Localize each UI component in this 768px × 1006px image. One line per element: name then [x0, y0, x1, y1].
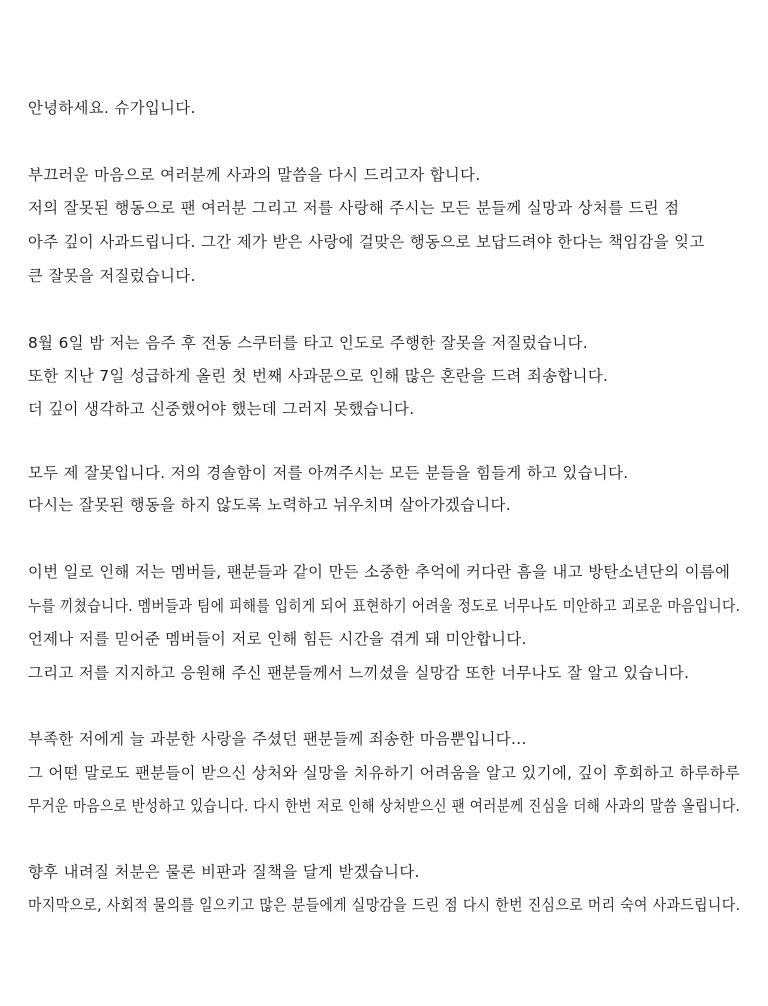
letter-line: 큰 잘못을 저질렀습니다. — [28, 267, 196, 285]
letter-line: 누를 끼쳤습니다. 멤버들과 팀에 피해를 입히게 되어 표현하기 어려울 정도로 너무나도 미안하고 괴로운 마음입니다. — [28, 597, 741, 615]
letter-line: 또한 지난 7일 성급하게 올린 첫 번째 사과문으로 인해 많은 혼란을 드려 죄송합니다. — [28, 367, 609, 385]
letter-line: 더 깊이 생각하고 신중했어야 했는데 그러지 못했습니다. — [28, 400, 415, 418]
letter-line: 저의 잘못된 행동으로 팬 여러분 그리고 저를 사랑해 주시는 모든 분들께 실망과 상처를 드린 점 — [28, 199, 680, 217]
letter-line: 부끄러운 마음으로 여러분께 사과의 말씀을 다시 드리고자 합니다. — [28, 166, 481, 184]
letter-line: 모두 제 잘못입니다. 저의 경솔함이 저를 아껴주시는 모든 분들을 힘들게 하고 있습니다. — [28, 464, 629, 482]
letter-line: 언제나 저를 믿어준 멤버들이 저로 인해 힘든 시간을 겪게 돼 미안합니다. — [28, 630, 527, 648]
letter-line: 향후 내려질 처분은 물론 비판과 질책을 달게 받겠습니다. — [28, 863, 420, 881]
greeting-line: 안녕하세요. 슈가입니다. — [28, 99, 196, 117]
letter-line: 부족한 저에게 늘 과분한 사랑을 주셨던 팬분들께 죄송한 마음뿐입니다... — [28, 730, 527, 748]
letter-line: 8월 6일 밤 저는 음주 후 전동 스쿠터를 타고 인도로 주행한 잘못을 저질렀습니다. — [28, 334, 589, 352]
letter-line: 다시는 잘못된 행동을 하지 않도록 노력하고 뉘우치며 살아가겠습니다. — [28, 496, 512, 514]
letter-line: 아주 깊이 사과드립니다. 그간 제가 받은 사랑에 걸맞은 행동으로 보답드려야 한다는 책임감을 잊고 — [28, 233, 705, 251]
letter-line: 그 어떤 말로도 팬분들이 받으신 상처와 실망을 치유하기 어려움을 알고 있기에, 깊이 후회하고 하루하루 — [28, 764, 741, 782]
letter-line: 무거운 마음으로 반성하고 있습니다. 다시 한번 저로 인해 상처받으신 팬 여러분께 진심을 더해 사과의 말씀 올립니다. — [28, 797, 741, 815]
letter-line: 마지막으로, 사회적 물의를 일으키고 많은 분들에게 실망감을 드린 점 다시 한번 진심으로 머리 숙여 사과드립니다. — [28, 896, 741, 914]
letter-line: 이번 일로 인해 저는 멤버들, 팬분들과 같이 만든 소중한 추억에 커다란 흠을 내고 방탄소년단의 이름에 — [28, 563, 731, 581]
letter-line: 그리고 저를 지지하고 응원해 주신 팬분들께서 느끼셨을 실망감 또한 너무나도 잘 알고 있습니다. — [28, 664, 690, 682]
